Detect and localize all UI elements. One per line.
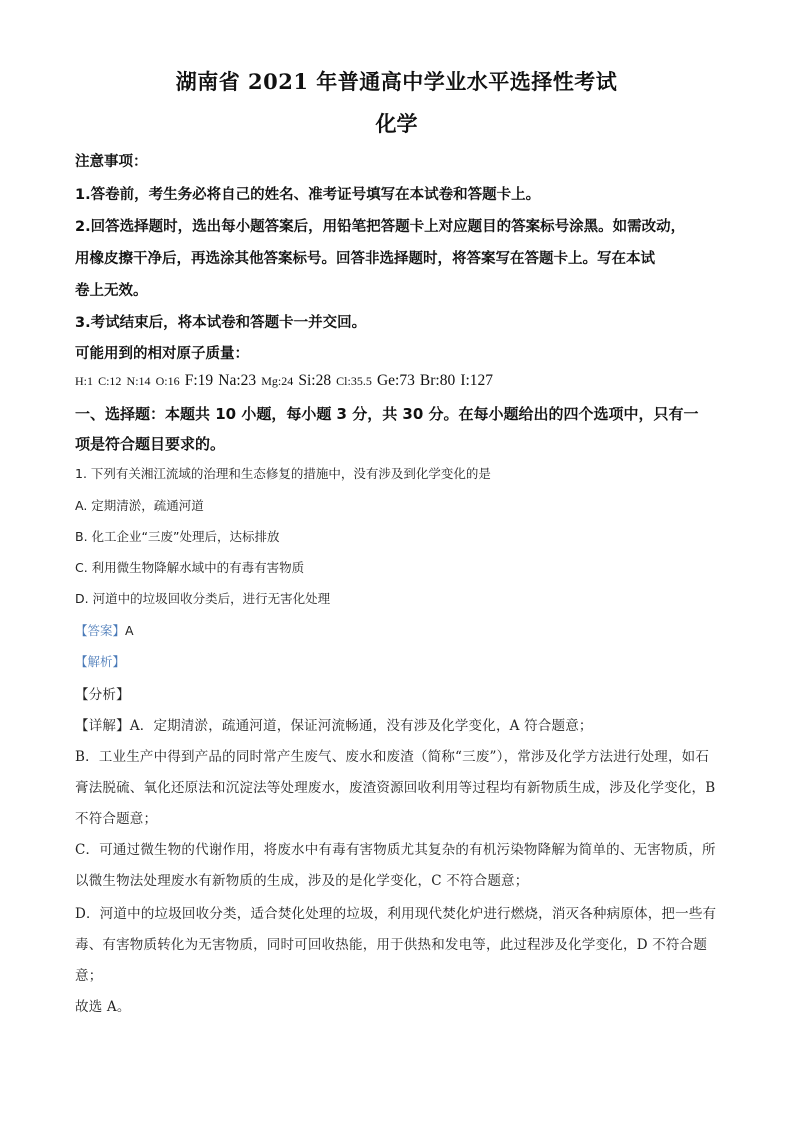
detail-line-1 [75, 714, 593, 734]
notice-item-1: 1.答卷前，考生务必将自己的姓名、准考证号填写在本试卷和答题卡上。 [75, 187, 541, 203]
section-heading: 一、选择题：本题共 10 小题，每小题 3 分，共 30 分。在每小题给出的四个选项中，只有一 [75, 405, 699, 423]
atomic-mass-list [75, 370, 493, 390]
option-b: B. 化工企业“三废”处理后，达标排放 [75, 529, 280, 544]
detail-line-4: 不符合题意； [75, 811, 158, 827]
detail-label: 【详解】 [75, 718, 130, 734]
option-c: C. 利用微生物降解水域中的有毒有害物质 [75, 560, 305, 575]
answer-value: A [125, 623, 134, 638]
detail-line-5: C．可通过微生物的代谢作用，将废水中有毒有害物质尤其复杂的有机污染物降解为简单的、无害物质，所 [75, 842, 716, 858]
question-stem: 1. 下列有关湘江流域的治理和生态修复的措施中，没有涉及到化学变化的是 [75, 466, 491, 481]
answer-label: 【答案】 [75, 623, 126, 638]
subject-title: 化学 [375, 111, 418, 136]
notice-item-2-cont: 用橡皮擦干净后，再选涂其他答案标号。回答非选择题时，将答案写在答题卡上。写在本试 [75, 251, 655, 267]
mass-mg: Mg:24 [261, 374, 294, 388]
answer-line [75, 621, 134, 639]
fenxi-label: 【分析】 [75, 687, 130, 703]
mass-i: I:127 [460, 372, 494, 389]
mass-n: N:14 [126, 374, 151, 388]
exam-title: 湖南省 2021 年普通高中学业水平选择性考试 [175, 69, 618, 94]
option-d: D. 河道中的垃圾回收分类后，进行无害化处理 [75, 591, 331, 606]
option-a: A. 定期清淤，疏通河道 [75, 498, 204, 513]
section-heading-cont: 项是符合题目要求的。 [75, 435, 226, 453]
detail-line-8: 毒、有害物质转化为无害物质，同时可回收热能，用于供热和发电等，此过程涉及化学变化，D 不符合题 [75, 937, 708, 953]
detail-line-7: D．河道中的垃圾回收分类，适合焚化处理的垃圾，利用现代焚化炉进行燃烧，消灭各种病原体，把一些有 [75, 906, 717, 922]
notice-item-2: 2.回答选择题时，选出每小题答案后，用铅笔把答题卡上对应题目的答案标号涂黑。如需改动， [75, 219, 686, 235]
mass-br: Br:80 [419, 372, 456, 389]
mass-ge: Ge:73 [376, 372, 415, 389]
detail-line-9: 意； [75, 968, 103, 984]
mass-na: Na:23 [218, 372, 257, 389]
detail-text-a: A．定期清淤，疏通河道，保证河流畅通，没有涉及化学变化，A 符合题意； [129, 718, 593, 734]
detail-line-3: 膏法脱硫、氧化还原法和沉淀法等处理废水，废渣资源回收利用等过程均有新物质生成，涉及化学变化，B [75, 780, 716, 796]
analysis-label: 【解析】 [75, 654, 126, 669]
notice-item-2-end: 卷上无效。 [75, 283, 148, 299]
mass-o: O:16 [155, 374, 180, 388]
mass-f: F:19 [184, 372, 214, 389]
mass-si: Si:28 [298, 372, 332, 389]
mass-h: H:1 [75, 374, 93, 388]
mass-cl: Cl:35.5 [336, 374, 372, 388]
notice-heading: 注意事项： [75, 154, 148, 170]
detail-line-2: B．工业生产中得到产品的同时常产生废气、废水和废渣（简称“三废”），常涉及化学方法进行处理，如石 [75, 749, 710, 765]
mass-c: C:12 [98, 374, 122, 388]
detail-line-6: 以微生物法处理废水有新物质的生成，涉及的是化学变化，C 不符合题意； [75, 873, 529, 889]
atomic-mass-heading: 可能用到的相对原子质量： [75, 346, 249, 362]
notice-item-3: 3.考试结束后，将本试卷和答题卡一并交回。 [75, 315, 367, 331]
detail-line-10: 故选 A。 [75, 999, 131, 1015]
